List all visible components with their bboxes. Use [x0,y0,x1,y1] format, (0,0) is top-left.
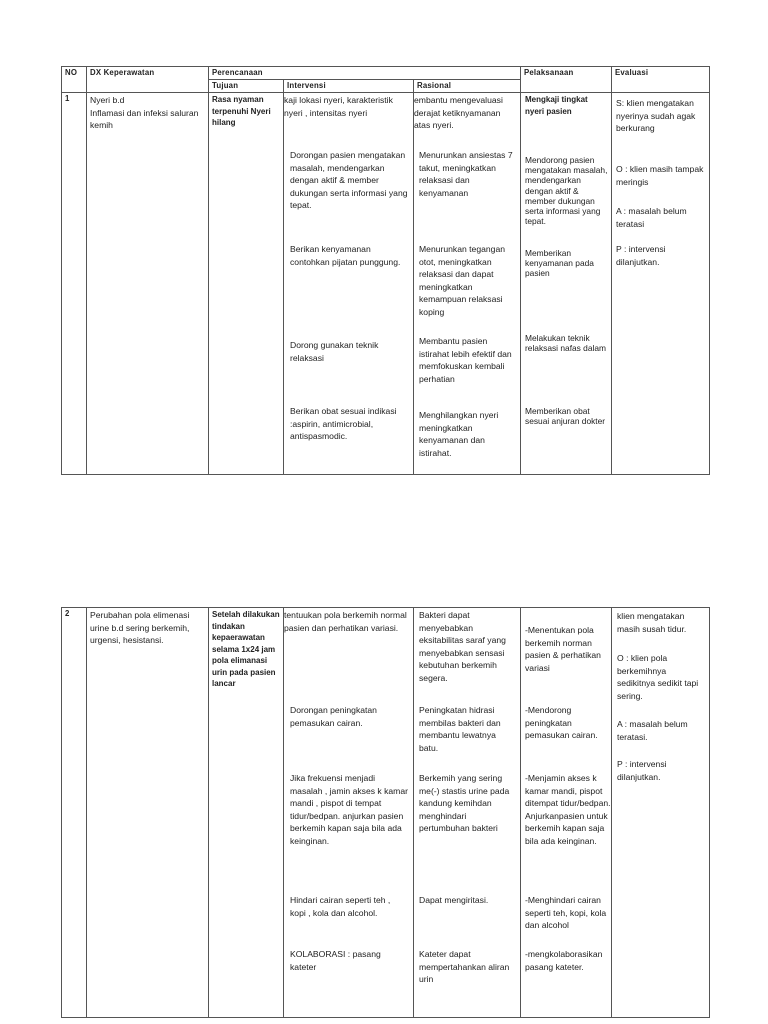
row-1-pelaksanaan-4: Melakukan teknik relaksasi nafas dalam [525,333,606,354]
row-2-evaluasi-a: A : masalah belum teratasi. [617,719,688,742]
row-2-evaluasi-p: P : intervensi dilanjutkan. [617,759,667,782]
row-2-evaluasi [612,608,710,1018]
row-1-intervensi-2: Dorongan pasien mengatakan masalah, mendengarkan dengan aktif & member dukungan serta informasi yang tepat. [290,150,408,211]
row-1-pelaksanaan-2: Mendorong pasien mengatakan masalah, mendengarkan dengan aktif & member dukungan serta informasi yang tepat. [525,155,608,227]
row-2-pelaksanaan-5: -mengkolaborasikan pasang kateter. [525,949,603,972]
row-1-tujuan: Rasa nyaman terpenuhi Nyeri hilang [209,93,284,475]
row-1-rasional-2: Menurunkan ansiestas 7 takut, meningkatkan relaksasi dan kenyamanan [419,150,513,198]
row-1-evaluasi-p: P : intervensi dilanjutkan. [616,244,666,267]
row-2-intervensi-5: KOLABORASI : pasang kateter [290,949,381,972]
row-2-rasional [414,608,521,1018]
row-2-intervensi [284,608,414,1018]
header-dx: DX Keperawatan [87,67,209,93]
row-2-no: 2 [62,608,87,1018]
row-2-pelaksanaan [521,608,612,1018]
row-2-pelaksanaan-2: -Mendorong peningkatan pemasukan cairan. [525,705,598,741]
row-2-intervensi-1: tentuukan pola berkemih normal pasien dan perhatikan variasi. [284,610,407,633]
row-2-rasional-3: Berkemih yang sering me(-) stastis urine pada kandung kemihdan menghindari pertumbuhan bakteri [419,773,510,834]
header-pelaksanaan: Pelaksanaan [521,67,612,93]
header-intervensi: Intervensi [284,80,414,93]
row-1-diagnosis-line-1: Nyeri b.d [90,95,125,105]
row-1-no: 1 [62,93,87,475]
row-2-intervensi-4: Hindari cairan seperti teh , kopi , kola dan alcohol. [290,895,391,918]
row-2-intervensi-2: Dorongan peningkatan pemasukan cairan. [290,705,377,728]
row-2-pelaksanaan-1: -Menentukan pola berkemih norman pasien & perhatikan variasi [525,625,601,673]
row-1-diagnosis [87,93,209,475]
row-1-intervensi [284,93,414,475]
row-2-diagnosis: Perubahan pola elimenasi urine b.d sering berkemih, urgensi, hesistansi. [87,608,209,1018]
row-2-pelaksanaan-4: -Menghindari cairan seperti teh, kopi, kola dan alcohol [525,895,607,931]
row-2-intervensi-3: Jika frekuensi menjadi masalah , jamin akses k kamar mandi , pispot di tempat tidur/bedpan. anjurkan pasien berkemih kapan saja bila ada keinginan. [290,773,408,846]
care-plan-table-2 [61,607,710,1018]
row-2-rasional-5: Kateter dapat mempertahankan aliran urin [419,949,510,985]
row-1-intervensi-3: Berikan kenyamanan contohkan pijatan punggung. [290,244,401,267]
row-1-rasional-3: Menurunkan tegangan otot, meningkatkan relaksasi dan dapat meningkatkan kemampuan relaksasi koping [419,244,506,317]
header-no: NO [62,67,87,93]
row-1-rasional-5: Menghilangkan nyeri meningkatkan kenyamanan dan istirahat. [419,410,499,458]
row-2-rasional-1: Bakteri dapat menyebabkan eksitabilitas saraf yang menyebabkan sensasi kebutuhan berkemih segera. [419,610,506,683]
row-2-pelaksanaan-3: -Menjamin akses k kamar mandi, pispot ditempat tidur/bedpan. Anjurkanpasien untuk berkemih kapan saja bila ada keinginan. [525,773,611,846]
care-plan-table-1 [61,66,710,475]
row-1-diagnosis-line-2: Inflamasi dan infeksi saluran kemih [90,107,199,131]
row-1-rasional-1: embantu mengevaluasi derajat ketiknyamanan atas nyeri. [414,95,503,131]
row-1-evaluasi-a: A : masalah belum teratasi [616,206,687,229]
row-1-intervensi-4: Dorong gunakan teknik relaksasi [290,340,379,363]
row-1-evaluasi-o: O : klien masih tampak meringis [616,164,704,187]
row-1-rasional-4: Membantu pasien istirahat lebih efektif dan memfokuskan kembali perhatian [419,336,512,384]
row-1-rasional [414,93,521,475]
row-1-evaluasi-s: S: klien mengatakan nyerinya sudah agak berkurang [616,98,696,134]
row-2-tujuan: Setelah dilakukan tindakan kepaerawatan selama 1x24 jam pola elimanasi urin pada pasien lancar [209,608,284,1018]
row-2-rasional-2: Peningkatan hidrasi membilas bakteri dan membantu lewatnya batu. [419,705,501,753]
row-2-rasional-4: Dapat mengiritasi. [419,895,489,905]
row-1-intervensi-1: kaji lokasi nyeri, karakteristik nyeri , intensitas nyeri [284,95,393,118]
row-2-evaluasi-s: klien mengatakan masih susah tidur. [617,611,687,634]
header-rasional: Rasional [414,80,521,93]
row-1-pelaksanaan-5: Memberikan obat sesuai anjuran dokter [525,406,606,427]
row-2-evaluasi-o: O : klien pola berkemihnya sedikitnya sedikit tapi sering. [617,653,699,701]
row-1-pelaksanaan-1: Mengkaji tingkat nyeri pasien [525,95,588,116]
row-1-pelaksanaan [521,93,612,475]
header-evaluasi: Evaluasi [612,67,710,93]
header-tujuan: Tujuan [209,80,284,93]
row-1-evaluasi [612,93,710,475]
row-1-intervensi-5: Berikan obat sesuai indikasi :aspirin, antimicrobial, antispasmodic. [290,406,397,442]
row-1-pelaksanaan-3: Memberikan kenyamanan pada pasien [525,248,594,279]
header-perencanaan: Perencanaan [209,67,521,80]
